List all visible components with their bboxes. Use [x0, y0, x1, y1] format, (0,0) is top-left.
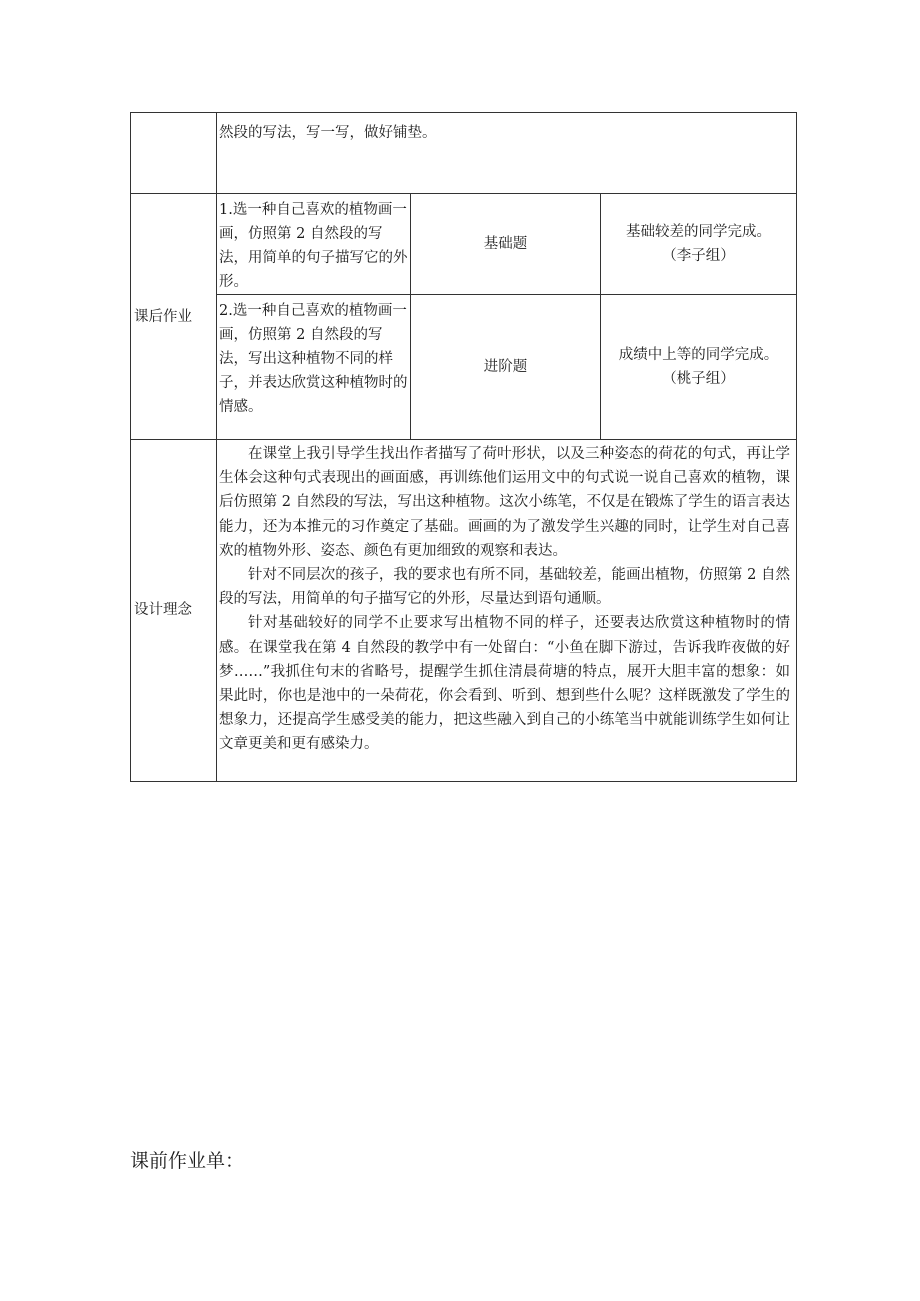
- design-rationale: [217, 440, 797, 782]
- homework-target-1: [601, 194, 797, 295]
- homework-target-2: [601, 295, 797, 440]
- design-paragraph-1: 在课堂上我引导学生找出作者描写了荷叶形状，以及三种姿态的荷花的句式，再让学生体会这种句式表现出的画面感，再训练他们运用文中的句式说一说自己喜欢的植物，课后仿照第 2 自然段的写法，写出这种植物。这次小练笔，不仅是在锻炼了学生的语言表达能力，还为本推元的习作奠定了基础。画画的为了激发学生兴趣的同时，让学生对自己喜欢的植物外形、姿态、颜色有更加细致的观察和表达。: [219, 446, 790, 559]
- design-paragraph-2: 针对不同层次的孩子，我的要求也有所不同，基础较差，能画出植物，仿照第 2 自然段的写法，用简单的句子描写它的外形，尽量达到语句通顺。: [219, 567, 790, 608]
- homework-level-2: 进阶题: [411, 295, 601, 440]
- intro-row-label: [131, 113, 217, 194]
- homework-row-2: [131, 295, 797, 440]
- intro-row-text: 然段的写法，写一写，做好铺垫。: [217, 113, 797, 194]
- homework-label: 课后作业: [131, 194, 217, 440]
- intro-row: [131, 113, 797, 194]
- homework-level-1: 基础题: [411, 194, 601, 295]
- design-label: 设计理念: [131, 440, 217, 782]
- homework-group-1: （李子组）: [662, 248, 735, 264]
- design-paragraph-3: 针对基础较好的同学不止要求写出植物不同的样子，还要表达欣赏这种植物时的情感。在课堂我在第 4 自然段的教学中有一处留白：“小鱼在脚下游过，告诉我昨夜做的好梦……”我抓住句末的省略号，提醒学生抓住清晨荷塘的特点，展开大胆丰富的想象：如果此时，你也是池中的一朵荷花，你会看到、听到、想到些什么呢？这样既激发了学生的想象力，还提高学生感受美的能力，把这些融入到自己的小练笔当中就能训练学生如何让文章更美和更有感染力。: [219, 615, 790, 753]
- homework-task-2: 2.选一种自己喜欢的植物画一画，仿照第 2 自然段的写法，写出这种植物不同的样子，并表达欣赏这种植物时的情感。: [217, 295, 411, 440]
- homework-row-1: [131, 194, 797, 295]
- homework-group-2: （桃子组）: [662, 371, 735, 387]
- lesson-plan-table: [130, 112, 797, 782]
- homework-target-1-text: 基础较差的同学完成。: [626, 224, 771, 240]
- design-row: [131, 440, 797, 782]
- pre-class-worksheet-heading: 课前作业单：: [130, 1150, 245, 1172]
- homework-target-2-text: 成绩中上等的同学完成。: [618, 347, 779, 363]
- homework-task-1: 1.选一种自己喜欢的植物画一画，仿照第 2 自然段的写法，用简单的句子描写它的外形。: [217, 194, 411, 295]
